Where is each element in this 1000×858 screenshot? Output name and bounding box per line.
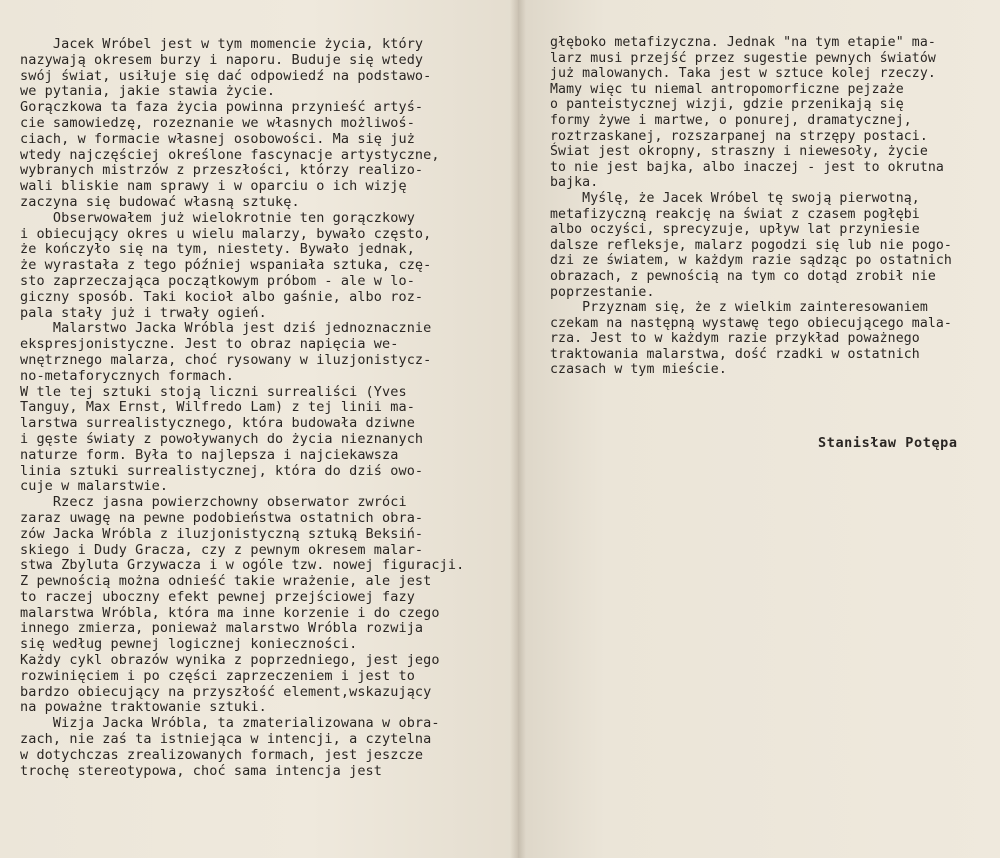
left-text-column (20, 37, 470, 779)
text-line: metafizyczną reakcję na świat z czasem pogłębi (550, 206, 920, 222)
text-line: na poważne traktowanie sztuki. (20, 699, 267, 716)
text-line: trochę stereotypowa, choć sama intencja jest (20, 762, 383, 779)
text-line: dalsze refleksje, malarz pogodzi się lub nie pogo- (550, 237, 952, 253)
text-line: zów Jacka Wróbla z iluzjonistyczną sztuką Beksiń- (20, 525, 424, 542)
text-line: W tle tej sztuki stoją liczni surrealiści (Yves (20, 383, 407, 400)
text-line: larstwa surrealistycznego, która budowała dziwne (20, 415, 415, 432)
text-line: rza. Jest to w każdym razie przykład poważnego (550, 331, 920, 347)
text-line: w dotychczas zrealizowanych formach, jest jeszcze (20, 746, 424, 763)
text-line: albo oczyści, sprecyzuje, upływ lat przyniesie (550, 222, 920, 238)
text-line: Świat jest okropny, straszny i niewesoły, życie (550, 144, 928, 160)
text-line: giczny sposób. Taki kocioł albo gaśnie, albo roz- (20, 288, 424, 305)
text-line: stwa Zbyluta Grzywacza i w ogóle tzw. nowej figuracji. (20, 557, 465, 574)
text-line: czasach w tym mieście. (550, 362, 727, 378)
text-line: czekam na następną wystawę tego obiecującego mala- (550, 315, 952, 331)
text-line: i gęste światy z powoływanych do życia nieznanych (20, 430, 424, 447)
text-line: swój świat, usiłuje się dać odpowiedź na podstawo- (20, 67, 432, 84)
text-line: zaczyna się budować własną sztukę. (20, 193, 300, 210)
text-line: poprzestanie. (550, 284, 655, 300)
text-line: Każdy cykl obrazów wynika z poprzedniego, jest jego (20, 652, 440, 669)
text-line: że wyrastała z tego później wspaniała sztuka, czę- (20, 257, 432, 274)
author-signature: Stanisław Potępa (818, 435, 958, 451)
text-line: Przyznam się, że z wielkim zainteresowaniem (550, 300, 928, 316)
text-line: Myślę, że Jacek Wróbel tę swoją pierwotną, (550, 190, 920, 206)
text-line: cie samowiedzę, rozeznanie we własnych możliwoś- (20, 114, 415, 131)
text-line: sto zaprzeczająca początkowym próbom - ale w lo- (20, 272, 415, 289)
text-line: bajka. (550, 175, 599, 191)
text-line: larz musi przejść przez sugestie pewnych światów (550, 50, 936, 66)
text-line: to nie jest bajka, albo inaczej - jest to okrutna (550, 159, 944, 175)
text-line: Jacek Wróbel jest w tym momencie życia, który (20, 36, 424, 52)
text-line: Mamy więc tu niemal antropomorficzne pejzaże (550, 81, 904, 97)
text-line: rozwinięciem i po części zaprzeczeniem i jest to (20, 667, 415, 684)
text-line: i obiecujący okres u wielu malarzy, bywało często, (20, 225, 432, 242)
right-page (518, 0, 1000, 858)
text-line: wnętrznego malarza, choć rysowany w iluzjonistycz- (20, 351, 432, 368)
text-line: że kończyło się na tym, niestety. Bywało jednak, (20, 241, 415, 258)
text-line: się według pewnej logicznej konieczności. (20, 636, 358, 653)
text-line: nazywają okresem burzy i naporu. Buduje się wtedy (20, 51, 424, 68)
text-line: Obserwowałem już wielokrotnie ten gorączkowy (20, 209, 415, 226)
text-line: Wizja Jacka Wróbla, ta zmaterializowana w obra- (20, 715, 440, 732)
text-line: ciach, w formacie własnej osobowości. Ma się już (20, 130, 415, 147)
text-line: wali bliskie nam sprawy i w oparciu o ich wizję (20, 178, 407, 195)
text-line: linia sztuki surrealistycznej, która do dziś owo- (20, 462, 424, 479)
text-line: dzi ze światem, w każdym razie sądząc po ostatnich (550, 253, 952, 269)
right-text-column (550, 35, 973, 378)
text-line: Rzecz jasna powierzchowny obserwator zwróci (20, 494, 407, 511)
book-spine (510, 0, 526, 858)
text-line: naturze form. Była to najlepsza i najciekawsza (20, 446, 399, 463)
text-line: skiego i Dudy Gracza, czy z pewnym okresem malar- (20, 541, 424, 558)
text-line: cuje w malarstwie. (20, 478, 169, 495)
text-line: wybranych mistrzów z przeszłości, którzy realizo- (20, 162, 424, 179)
text-line: bardzo obiecujący na przyszłość element,wskazujący (20, 683, 432, 700)
text-line: wtedy najczęściej określone fascynacje artystyczne, (20, 146, 440, 163)
text-line: roztrzaskanej, rozszarpanej na strzępy postaci. (550, 128, 928, 144)
text-line: obrazach, z pewnością na tym co dotąd zrobił nie (550, 268, 936, 284)
text-line: formy żywe i martwe, o ponurej, dramatycznej, (550, 112, 912, 128)
text-line: we pytania, jakie stawia życie. (20, 83, 276, 100)
text-line: zaraz uwagę na pewne podobieństwa ostatnich obra- (20, 509, 424, 526)
text-line: traktowania malarstwa, dość rzadki w ostatnich (550, 346, 920, 362)
text-line: Malarstwo Jacka Wróbla jest dziś jednoznacznie (20, 320, 432, 337)
text-line: no-metaforycznych formach. (20, 367, 234, 384)
text-line: pala stały już i trwały ogień. (20, 304, 267, 321)
text-line: zach, nie zaś ta istniejąca w intencji, a czytelna (20, 731, 432, 748)
text-line: innego zmierza, ponieważ malarstwo Wróbla rozwija (20, 620, 424, 637)
text-line: to raczej uboczny efekt pewnej przejściowej fazy (20, 588, 415, 605)
text-line: Tanguy, Max Ernst, Wilfredo Lam) z tej linii ma- (20, 399, 415, 416)
text-line: ekspresjonistyczne. Jest to obraz napięcia we- (20, 336, 399, 353)
text-line: Z pewnością można odnieść takie wrażenie, ale jest (20, 573, 432, 590)
text-line: o panteistycznej wizji, gdzie przenikają się (550, 97, 904, 113)
text-line: malarstwa Wróbla, która ma inne korzenie i do czego (20, 604, 440, 621)
text-line: głęboko metafizyczna. Jednak "na tym etapie" ma- (550, 35, 936, 50)
text-line: Gorączkowa ta faza życia powinna przynieść artyś- (20, 99, 424, 116)
text-line: już malowanych. Taka jest w sztuce kolej rzeczy. (550, 66, 936, 82)
